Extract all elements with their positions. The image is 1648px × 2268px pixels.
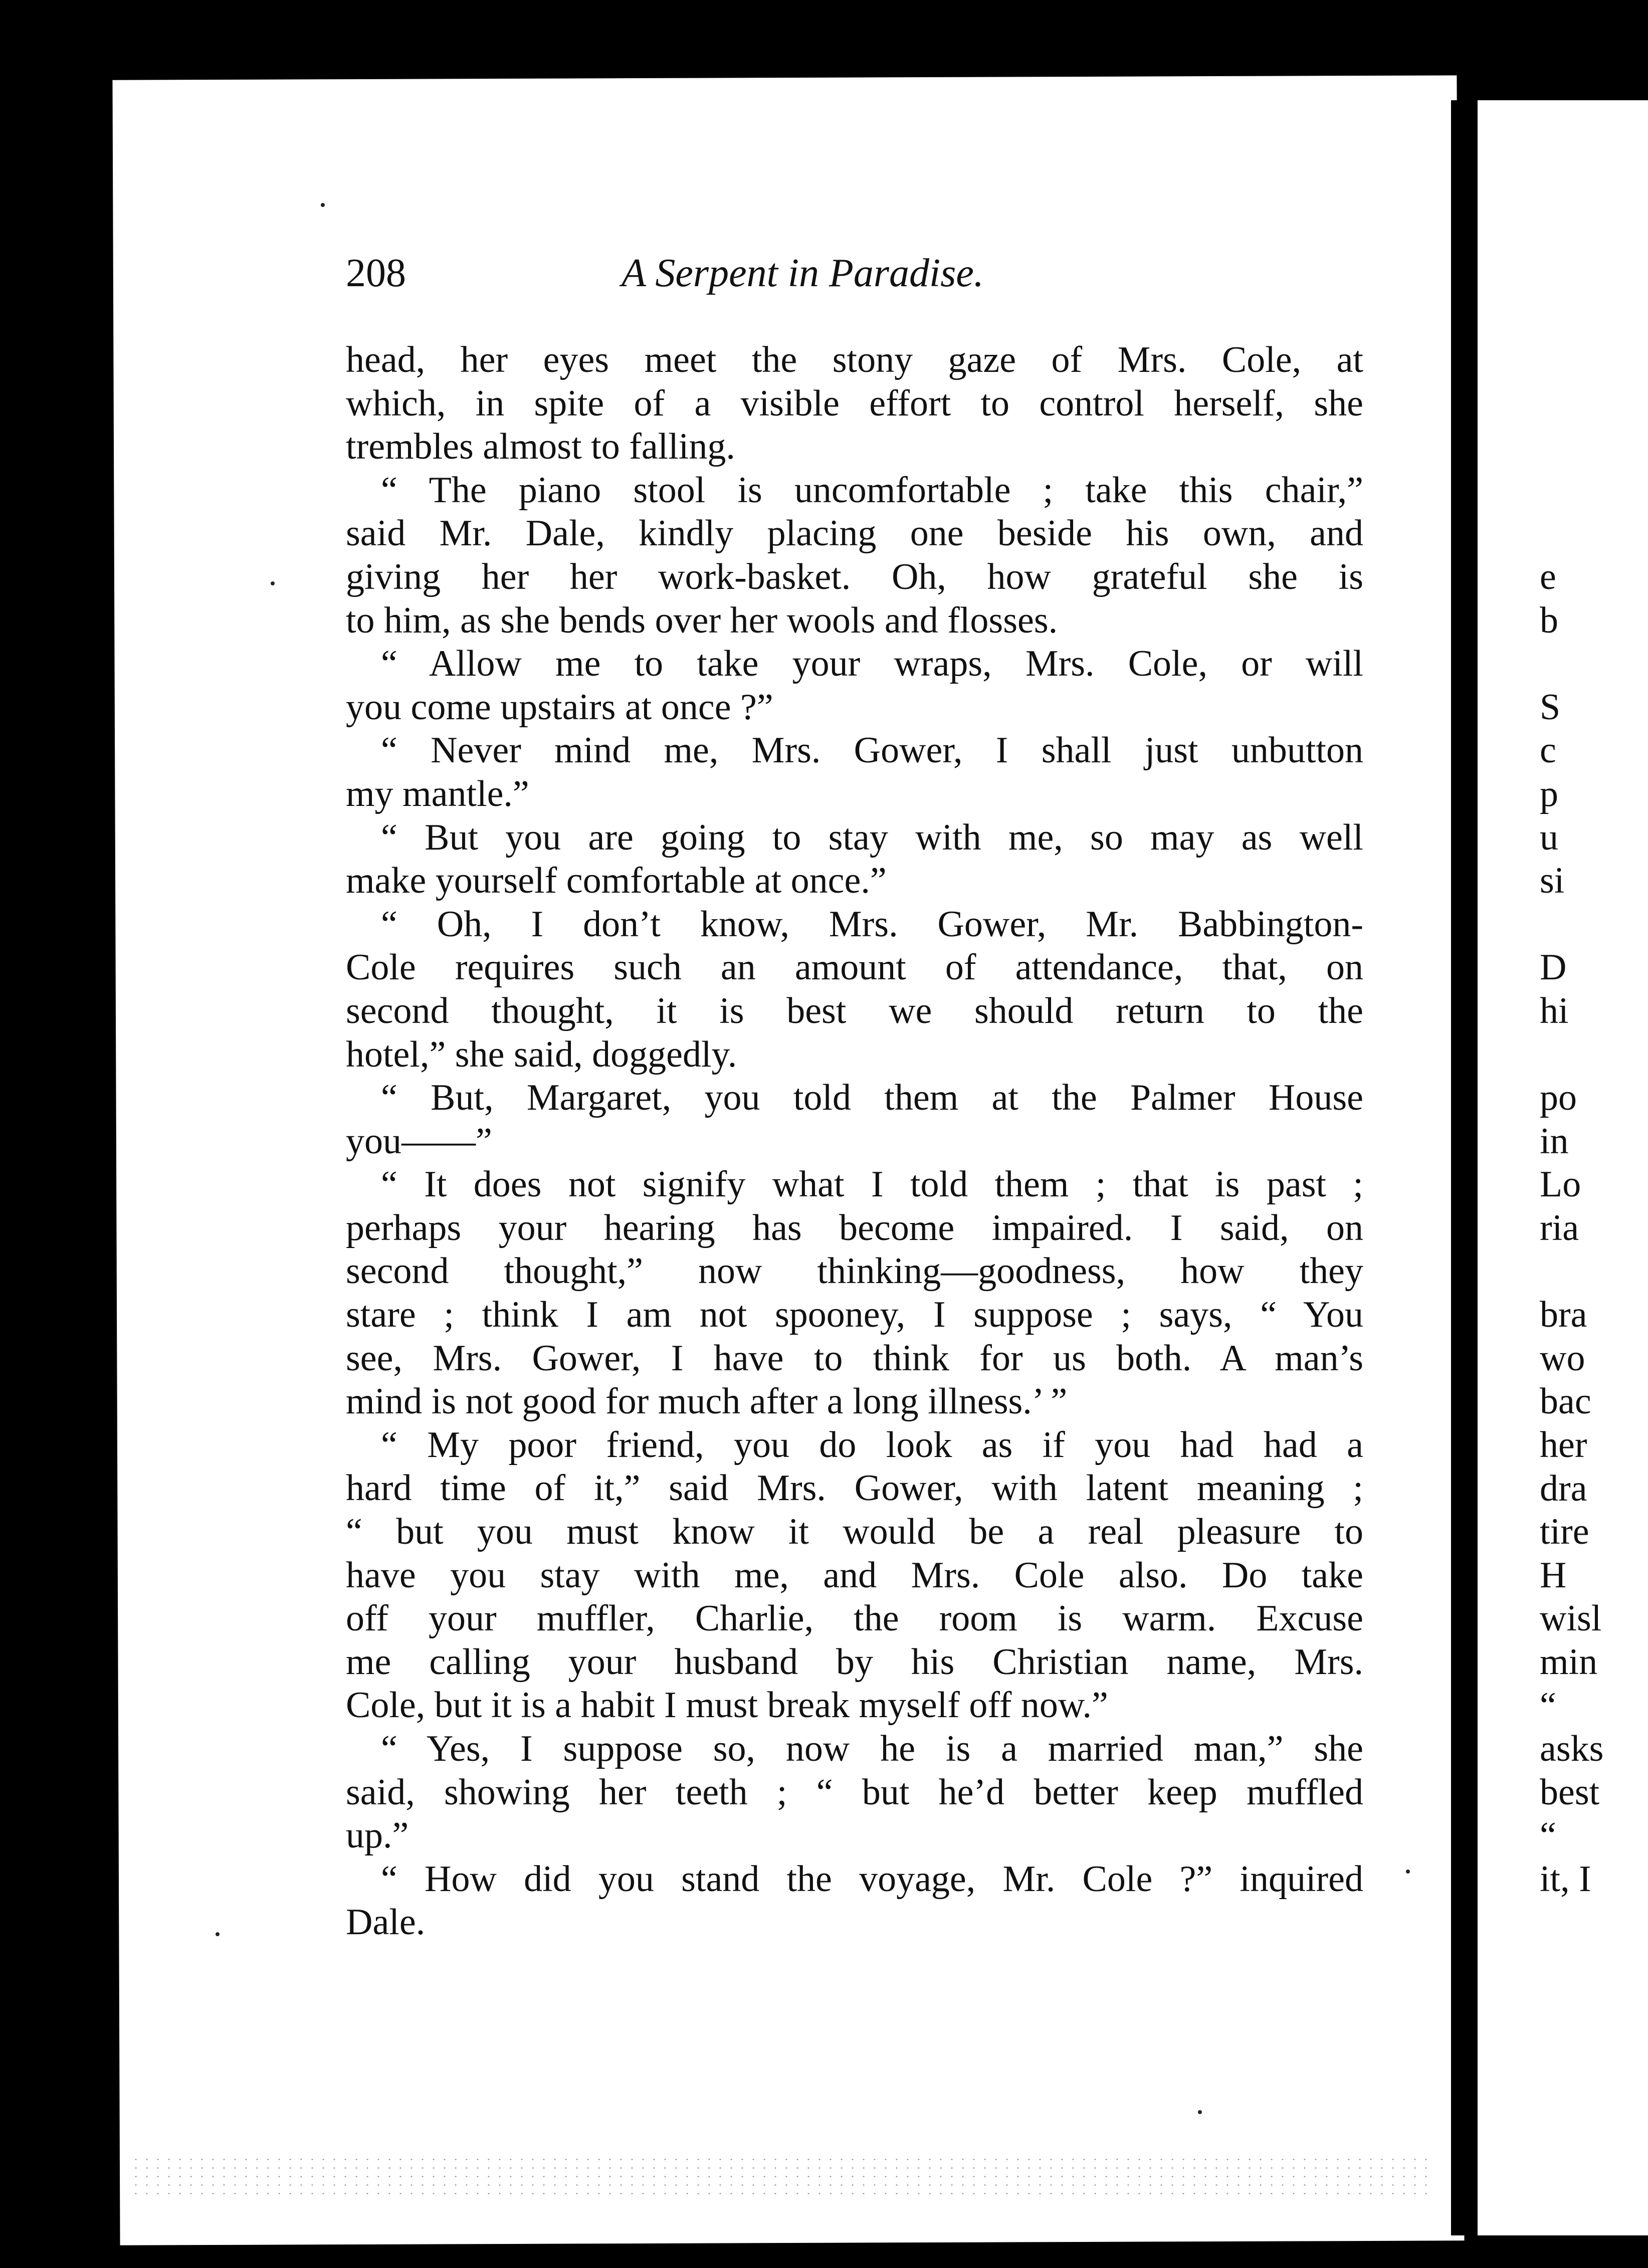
- text-line: “ How did you stand the voyage, Mr. Cole ?” inquired: [381, 1858, 1363, 1900]
- facing-page-fragment: u: [1540, 816, 1558, 858]
- scan-speck: [216, 1932, 220, 1936]
- facing-page-fragment: “: [1540, 1685, 1556, 1726]
- text-line: Cole requires such an amount of attendance, that, on: [346, 947, 1363, 988]
- facing-page-fragment: “: [1540, 1815, 1556, 1857]
- text-line: my mantle.”: [346, 773, 529, 814]
- facing-page-text-fragments: [1540, 338, 1645, 1944]
- facing-page-fragment: bra: [1540, 1294, 1587, 1336]
- text-line: said, showing her teeth ; “ but he’d better keep muffled: [346, 1771, 1363, 1813]
- text-line: you——”: [346, 1120, 492, 1162]
- text-line: which, in spite of a visible effort to control herself, she: [346, 382, 1363, 424]
- book-gutter-shadow: [1451, 100, 1481, 2235]
- text-line: make yourself comfortable at once.”: [346, 860, 887, 902]
- scan-speck: [1406, 1870, 1410, 1874]
- text-line: “ but you must know it would be a real pleasure to: [346, 1511, 1363, 1553]
- text-line: “ But you are going to stay with me, so may as well: [381, 816, 1363, 858]
- text-line: Cole, but it is a habit I must break myself off now.”: [346, 1685, 1108, 1726]
- facing-page-fragment: si: [1540, 860, 1565, 902]
- facing-page-fragment: in: [1540, 1120, 1569, 1162]
- facing-page-fragment: c: [1540, 730, 1556, 771]
- text-line: head, her eyes meet the stony gaze of Mrs. Cole, at: [346, 339, 1363, 380]
- facing-page-fragment: dra: [1540, 1468, 1587, 1509]
- text-line: Dale.: [346, 1902, 426, 1943]
- page-number: 208: [346, 251, 406, 295]
- text-line: stare ; think I am not spooney, I suppose ; says, “ You: [346, 1294, 1363, 1336]
- text-line: second thought, it is best we should return to the: [346, 990, 1363, 1032]
- facing-page-fragment: S: [1540, 686, 1561, 728]
- text-line: hard time of it,” said Mrs. Gower, with latent meaning ;: [346, 1468, 1363, 1509]
- facing-page-fragment: b: [1540, 599, 1558, 641]
- facing-page-fragment: ria: [1540, 1207, 1579, 1249]
- facing-page-fragment: wo: [1540, 1337, 1585, 1379]
- text-line: hotel,” she said, doggedly.: [346, 1034, 737, 1075]
- text-line: see, Mrs. Gower, I have to think for us both. A man’s: [346, 1337, 1363, 1379]
- text-line: “ My poor friend, you do look as if you had had a: [381, 1424, 1363, 1466]
- text-line: said Mr. Dale, kindly placing one beside his own, and: [346, 513, 1363, 554]
- facing-page-fragment: p: [1540, 773, 1558, 814]
- text-line: trembles almost to falling.: [346, 426, 735, 468]
- scan-speck: [271, 581, 275, 585]
- page-bottom-dust: [130, 2155, 1433, 2195]
- text-line: you come upstairs at once ?”: [346, 686, 773, 728]
- facing-page-fragment: wisl: [1540, 1598, 1602, 1639]
- text-line: second thought,” now thinking—goodness, how they: [346, 1251, 1363, 1292]
- text-line: have you stay with me, and Mrs. Cole also. Do take: [346, 1554, 1363, 1596]
- text-line: “ It does not signify what I told them ; that is past ;: [381, 1164, 1363, 1205]
- text-line: mind is not good for much after a long illness.’ ”: [346, 1381, 1068, 1422]
- facing-page-fragment: best: [1540, 1771, 1600, 1813]
- facing-page-fragment: min: [1540, 1641, 1598, 1683]
- text-line: “ The piano stool is uncomfortable ; take this chair,”: [381, 469, 1363, 511]
- text-line: me calling your husband by his Christian name, Mrs.: [346, 1641, 1363, 1683]
- page-header: [346, 251, 1368, 311]
- facing-page-fragment: Lo: [1540, 1164, 1581, 1205]
- running-title: A Serpent in Paradise.: [622, 251, 984, 295]
- text-line: up.”: [346, 1815, 409, 1857]
- facing-page-fragment: e: [1540, 556, 1556, 597]
- text-line: “ Allow me to take your wraps, Mrs. Cole, or will: [381, 643, 1363, 685]
- facing-page-fragment: asks: [1540, 1728, 1604, 1770]
- facing-page-fragment: bac: [1540, 1381, 1591, 1422]
- facing-page-fragment: H: [1540, 1554, 1567, 1596]
- facing-page-fragment: D: [1540, 947, 1567, 988]
- text-line: off your muffler, Charlie, the room is warm. Excuse: [346, 1598, 1363, 1639]
- facing-page-fragment: hi: [1540, 990, 1569, 1032]
- text-line: “ But, Margaret, you told them at the Palmer House: [381, 1077, 1363, 1119]
- text-line: “ Yes, I suppose so, now he is a married man,” she: [381, 1728, 1363, 1769]
- text-line: “ Oh, I don’t know, Mrs. Gower, Mr. Babbington-: [381, 903, 1363, 945]
- facing-page-fragment: tire: [1540, 1511, 1589, 1553]
- facing-page-fragment: her: [1540, 1424, 1587, 1466]
- text-line: perhaps your hearing has become impaired. I said, on: [346, 1207, 1363, 1249]
- text-line: to him, as she bends over her wools and flosses.: [346, 599, 1058, 641]
- text-line: giving her her work-basket. Oh, how grateful she is: [346, 556, 1363, 597]
- facing-page-fragment: po: [1540, 1077, 1577, 1119]
- facing-page-fragment: it, I: [1540, 1859, 1591, 1900]
- text-line: “ Never mind me, Mrs. Gower, I shall just unbutton: [381, 730, 1363, 771]
- scan-speck: [1198, 2110, 1202, 2114]
- body-text: [346, 338, 1363, 1944]
- scan-speck: [321, 203, 325, 207]
